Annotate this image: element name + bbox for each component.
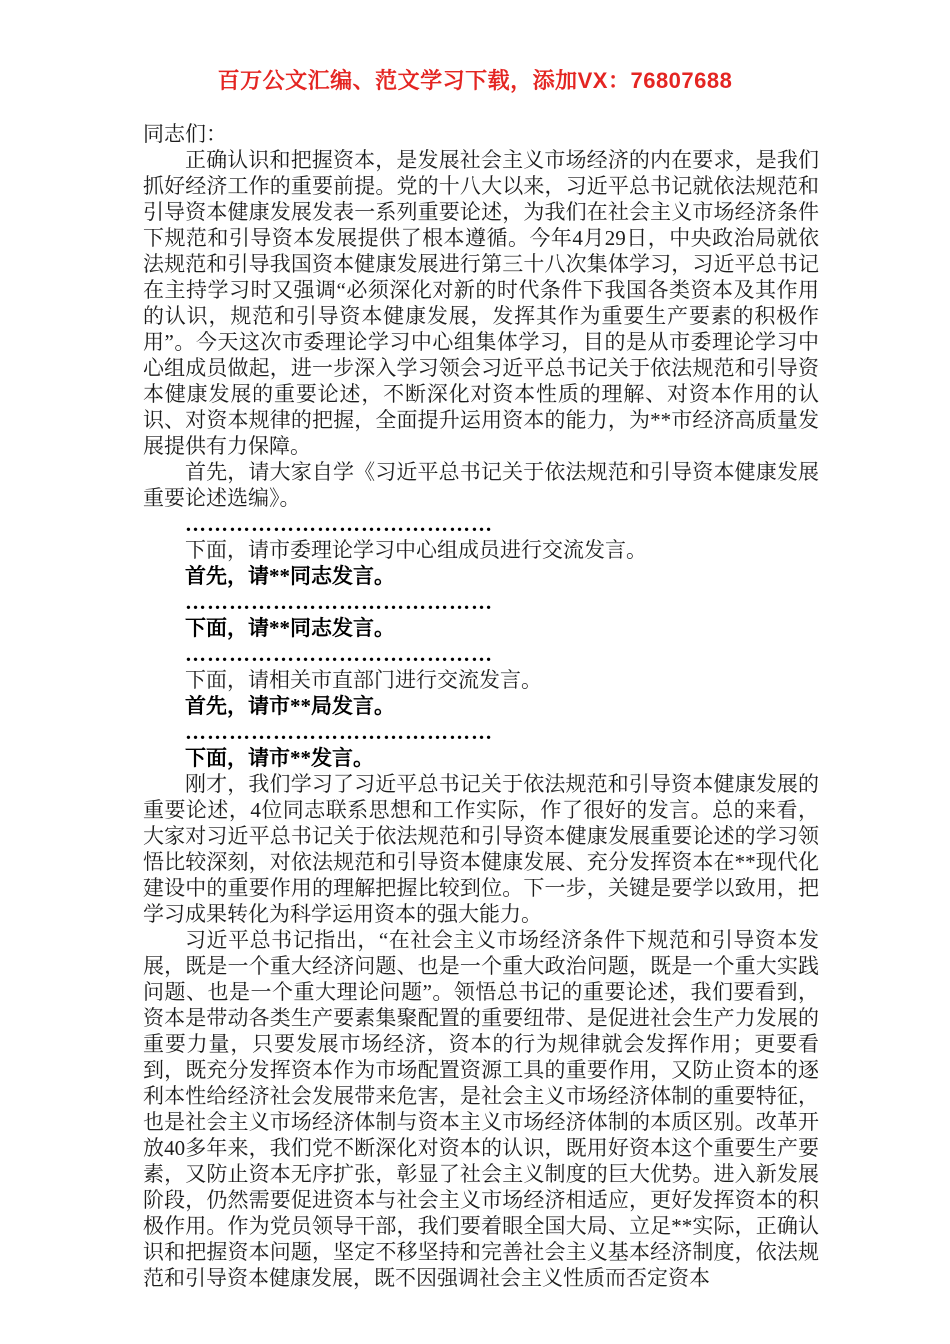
paragraph: 下面，请相关市直部门进行交流发言。 xyxy=(185,668,542,692)
paragraph: 下面，请市委理论学习中心组成员进行交流发言。 xyxy=(185,538,647,562)
speaker-cue-line: 下面，请**同志发言。 xyxy=(185,616,395,640)
paragraph: 刚才，我们学习了习近平总书记关于依法规范和引导资本健康发展的重要论述，4位同志联系思想和工作实际，作了很好的发言。总的来看，大家对习近平总书记关于依法规范和引导资本健康发展重要论述的学习领悟比较深刻，对依法规范和引导资本健康发展、充分发挥资本在**现代化建设中的重要作用的理解把握比较到位。下一步，关键是要学以致用，把学习成果转化为科学运用资本的强大能力。 xyxy=(143,772,819,926)
dots-separator: …………………………………… xyxy=(185,720,493,744)
paragraph: 习近平总书记指出，“在社会主义市场经济条件下规范和引导资本发展，既是一个重大经济问题、也是一个重大政治问题，既是一个重大实践问题、也是一个重大理论问题”。领悟总书记的重要论述，我们要看到，资本是带动各类生产要素集聚配置的重要纽带、是促进社会生产力发展的重要力量，只要发展市场经济，资本的行为规律就会发挥作用；更要看到，既充分发挥资本作为市场配置资源工具的重要作用，又防止资本的逐利本性给经济社会发展带来危害，是社会主义市场经济体制的重要特征，也是社会主义市场经济体制与资本主义市场经济体制的本质区别。改革开放40多年来，我们党不断深化对资本的认识，既用好资本这个重要生产要素，又防止资本无序扩张，彰显了社会主义制度的巨大优势。进入新发展阶段，仍然需要促进资本与社会主义市场经济相适应，更好发挥资本的积极作用。作为党员领导干部，我们要着眼全国大局、立足**实际，正确认识和把握资本问题，坚定不移坚持和完善社会主义基本经济制度，依法规范和引导资本健康发展，既不因强调社会主义性质而否定资本 xyxy=(143,928,819,1290)
speaker-cue-line: 首先，请**同志发言。 xyxy=(185,564,395,588)
paragraph: 首先，请大家自学《习近平总书记关于依法规范和引导资本健康发展重要论述选编》。 xyxy=(143,460,819,510)
speaker-cue-line: 下面，请市**发言。 xyxy=(185,746,374,770)
paragraph: 正确认识和把握资本，是发展社会主义市场经济的内在要求，是我们抓好经济工作的重要前提。党的十八大以来，习近平总书记就依法规范和引导资本健康发展发表一系列重要论述，为我们在社会主义市场经济条件下规范和引导资本发展提供了根本遵循。今年4月29日，中央政治局就依法规范和引导我国资本健康发展进行第三十八次集体学习，习近平总书记在主持学习时又强调“必须深化对新的时代条件下我国各类资本及其作用的认识，规范和引导资本健康发展，发挥其作为重要生产要素的积极作用”。今天这次市委理论学习中心组集体学习，目的是从市委理论学习中心组成员做起，进一步深入学习领会习近平总书记关于依法规范和引导资本健康发展的重要论述，不断深化对资本性质的理解、对资本作用的认识、对资本规律的把握，全面提升运用资本的能力，为**市经济高质量发展提供有力保障。 xyxy=(143,148,819,458)
document-body xyxy=(143,121,819,1291)
speaker-cue-line: 首先，请市**局发言。 xyxy=(185,694,395,718)
ad-banner-text: 百万公文汇编、范文学习下载，添加VX：76807688 xyxy=(217,68,733,93)
dots-separator: …………………………………… xyxy=(185,590,493,614)
dots-separator: …………………………………… xyxy=(185,642,493,666)
dots-separator: …………………………………… xyxy=(185,512,493,536)
salutation-line: 同志们： xyxy=(143,122,227,146)
